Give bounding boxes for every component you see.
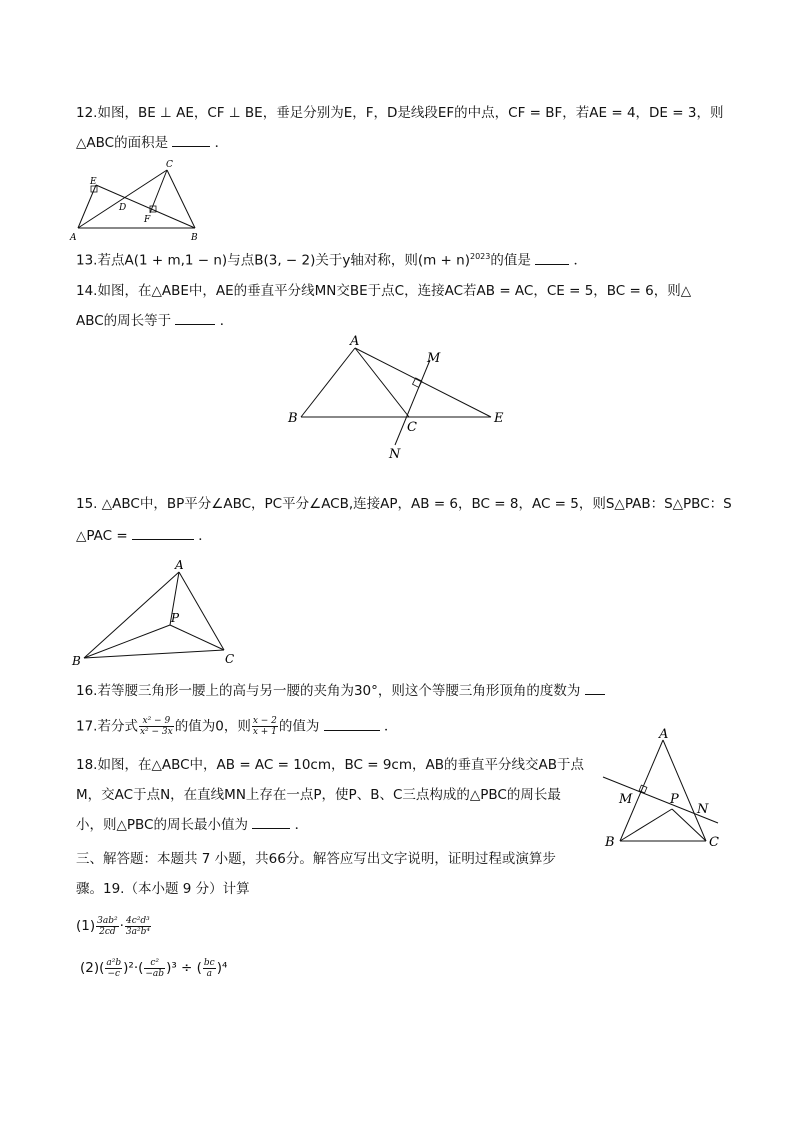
answer-blank [132, 527, 194, 540]
q18-text-3: 小，则△PBC的周长最小值为 [76, 817, 248, 833]
q13-text: 13.若点A(1 + m,1 − n)与点B(3, − 2)关于y轴对称，则(m + n) [76, 252, 470, 269]
fraction-numerator: x − 2 [252, 716, 277, 726]
fraction-2 [252, 716, 278, 737]
fraction-1 [139, 716, 174, 737]
fraction-denominator: 3a²b⁴ [125, 926, 150, 937]
q15-end: ． [198, 528, 212, 544]
fraction [203, 958, 216, 979]
answer-blank [175, 312, 215, 325]
fraction-denominator: a [206, 968, 212, 979]
q14-text-2: ABC的周长等于 [76, 313, 172, 329]
q17-mid: 的值为0，则 [174, 718, 251, 735]
answer-blank [172, 134, 210, 147]
label-E: E [494, 411, 504, 426]
q12-text-1: 12.如图，BE ⊥ AE，CF ⊥ BE，垂足分别为E，F，D是线段EF的中点，CF = BF，若AE = 4，DE = 3，则 [76, 105, 724, 121]
q18-figure [600, 725, 728, 855]
fraction-denominator: −c [107, 968, 121, 979]
q15-figure [72, 558, 247, 668]
label-M: M [619, 792, 633, 807]
q16-text: 16.若等腰三角形一腰上的高与另一腰的夹角为30°，则这个等腰三角形顶角的度数为 [76, 683, 581, 699]
q19-part2 [80, 954, 227, 982]
label-C: C [407, 420, 417, 435]
q19-part1-label: (1) [76, 918, 96, 934]
label-N: N [697, 802, 709, 817]
q14-line2 [76, 312, 233, 330]
label-B: B [191, 233, 198, 243]
q15-text-2: △PAC = [76, 528, 128, 544]
q12-line2 [76, 134, 228, 152]
q18-line3 [76, 816, 308, 834]
answer-blank [585, 682, 605, 695]
fraction-numerator: bc [203, 957, 215, 968]
q17-end: ． [384, 718, 398, 735]
label-A: A [350, 334, 360, 349]
fraction [144, 958, 165, 979]
q12-text-2: △ABC的面积是 [76, 135, 169, 151]
answer-blank [324, 718, 380, 731]
q17-tail: 的值为 [278, 718, 320, 735]
section3-text-1: 三、解答题：本题共 7 小题，共66分。解答应写出文字说明，证明过程或演算步 [76, 851, 556, 867]
q19-part2-label: (2)( [80, 960, 105, 976]
q13-end: ． [573, 252, 587, 269]
q12-line1 [76, 104, 723, 122]
q12-figure [70, 158, 210, 243]
q14-line1 [76, 282, 691, 300]
answer-blank [535, 252, 569, 265]
q15-text-1: 15. △ABC中，BP平分∠ABC，PC平分∠ACB,连接AP，AB = 6，BC = 8，AC = 5，则S△PAB：S△PBC：S [76, 496, 732, 512]
answer-blank [252, 816, 290, 829]
fraction-denominator: 2cd [99, 926, 116, 937]
q13-line [76, 248, 587, 270]
q16-line [76, 682, 605, 700]
section3-heading-1 [76, 850, 556, 868]
fraction-numerator: x² − 9 [139, 716, 174, 727]
fraction-numerator: a²b [106, 957, 122, 968]
q19-op2: )³ ÷ ( [166, 960, 202, 976]
label-C: C [225, 652, 235, 666]
q15-line1 [76, 495, 732, 513]
fraction-numerator: c² [144, 958, 165, 969]
label-B: B [605, 835, 615, 850]
label-P: P [171, 611, 180, 625]
q19-dot: · [119, 918, 124, 934]
q12-end: ． [214, 135, 229, 151]
label-A: A [70, 233, 77, 243]
fraction [96, 916, 118, 937]
label-C: C [166, 160, 173, 170]
label-P: P [670, 792, 679, 807]
label-M: M [427, 351, 441, 366]
label-A: A [659, 727, 669, 742]
q15-line2 [76, 527, 212, 545]
q19-part1 [76, 912, 152, 940]
section3-heading-2 [76, 880, 250, 898]
label-A: A [175, 558, 184, 572]
fraction-denominator: x + 1 [252, 727, 277, 737]
label-B: B [288, 411, 298, 426]
label-N: N [389, 447, 401, 462]
fraction-numerator: 4c²d³ [126, 915, 150, 926]
label-F: F [144, 215, 151, 225]
q18-text-1: 18.如图，在△ABC中，AB = AC = 10cm，BC = 9cm，AB的垂直平分线交AB于点 [76, 757, 584, 773]
q14-figure [285, 330, 515, 465]
q13-tail: 的值是 [490, 252, 531, 269]
q19-op3: )⁴ [216, 960, 228, 976]
label-D: D [119, 203, 127, 213]
fraction-denominator: x² − 3x [139, 727, 173, 737]
q14-text-1: 14.如图，在△ABE中，AE的垂直平分线MN交BE于点C，连接AC若AB = AC，CE = 5，BC = 6，则△ [76, 283, 692, 299]
section3-text-2: 骤。19.（本小题 9 分）计算 [76, 881, 250, 897]
q14-end: ． [219, 313, 234, 329]
q18-line2 [76, 786, 561, 804]
fraction-numerator: 3ab² [97, 915, 118, 926]
label-B: B [72, 654, 81, 668]
q13-exponent: 2023 [470, 252, 491, 261]
label-C: C [709, 835, 719, 850]
q18-end: ． [294, 817, 309, 833]
fraction [105, 958, 122, 979]
q17-line [76, 716, 398, 737]
q17-prefix: 17.若分式 [76, 718, 138, 735]
q18-text-2: M，交AC于点N，在直线MN上存在一点P，使P、B、C三点构成的△PBC的周长最 [76, 787, 561, 803]
q19-op1: )²·( [123, 960, 144, 976]
label-E: E [90, 177, 97, 187]
q18-line1 [76, 756, 584, 774]
fraction [125, 916, 151, 937]
fraction-denominator: −ab [145, 968, 165, 979]
